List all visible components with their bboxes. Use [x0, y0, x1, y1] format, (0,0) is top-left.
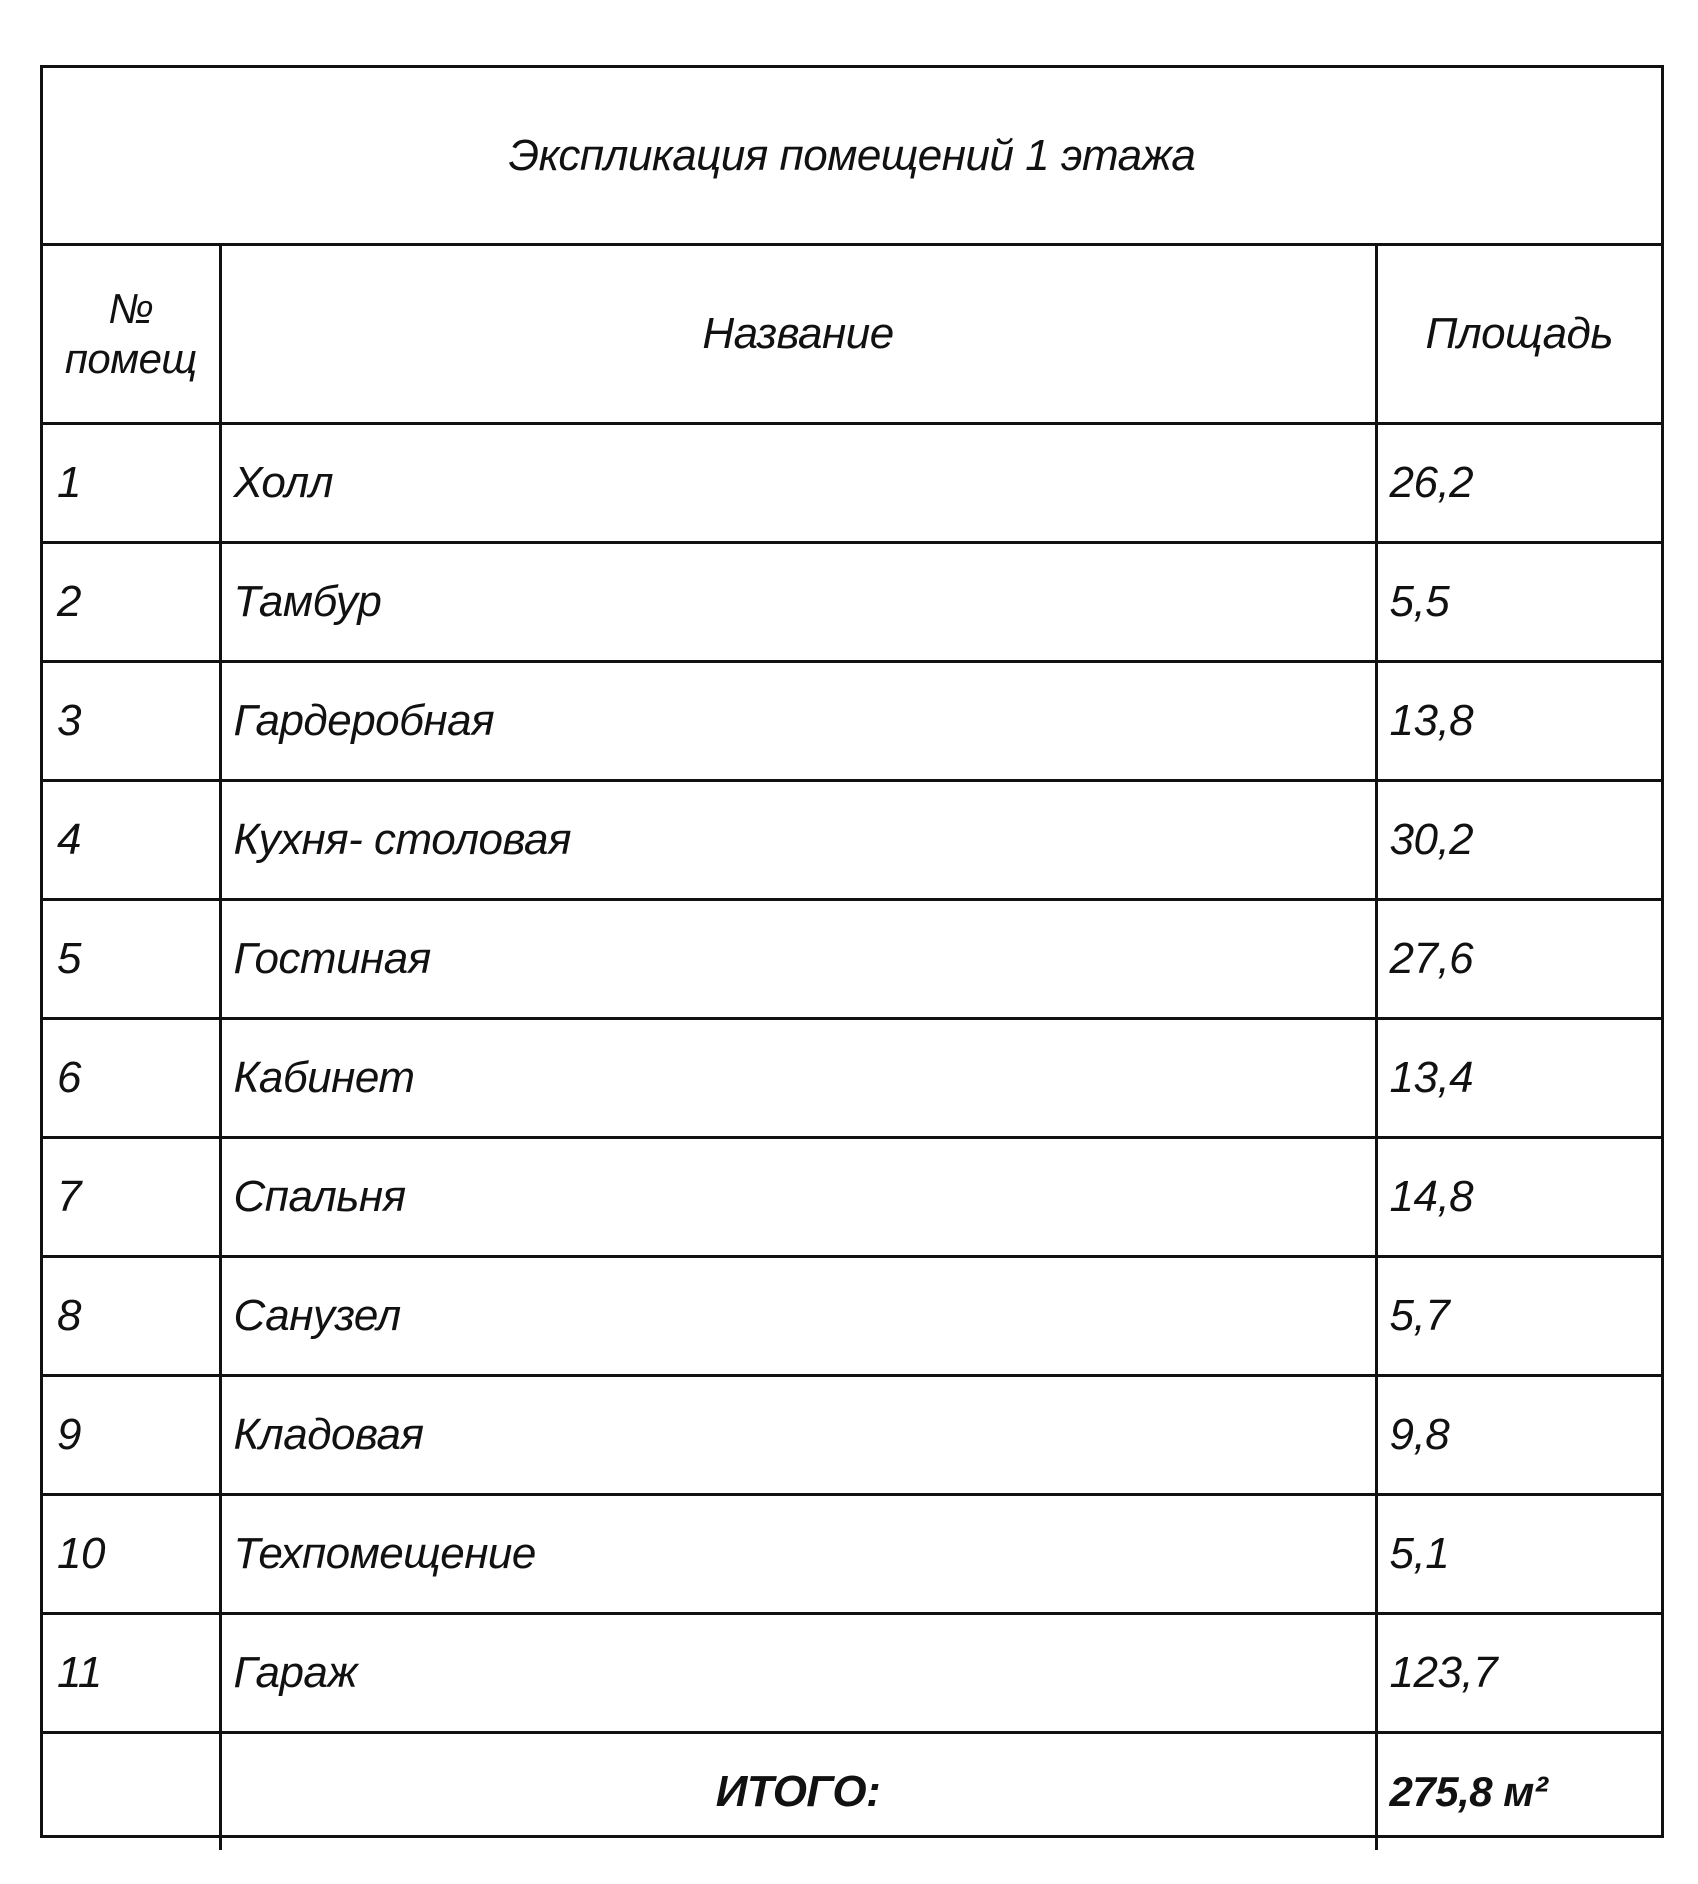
room-name: Спальня [220, 1138, 1376, 1257]
table-row [43, 781, 1661, 900]
room-number: 11 [43, 1614, 220, 1733]
title-row [43, 68, 1661, 245]
room-number: 10 [43, 1495, 220, 1614]
table-title: Экспликация помещений 1 этажа [43, 68, 1661, 245]
room-name: Гардеробная [220, 662, 1376, 781]
room-area: 14,8 [1376, 1138, 1661, 1257]
room-area: 5,7 [1376, 1257, 1661, 1376]
room-name: Тамбур [220, 543, 1376, 662]
room-number: 8 [43, 1257, 220, 1376]
room-area: 13,8 [1376, 662, 1661, 781]
column-header-number [43, 245, 220, 424]
header-row [43, 245, 1661, 424]
room-number: 6 [43, 1019, 220, 1138]
total-value: 275,8 м² [1376, 1733, 1661, 1851]
room-number: 4 [43, 781, 220, 900]
room-area: 123,7 [1376, 1614, 1661, 1733]
table-row [43, 1257, 1661, 1376]
room-area: 26,2 [1376, 424, 1661, 543]
total-empty-cell [43, 1733, 220, 1851]
explication-sheet [40, 65, 1664, 1838]
column-header-area: Площадь [1376, 245, 1661, 424]
column-header-name: Название [220, 245, 1376, 424]
room-number: 7 [43, 1138, 220, 1257]
room-area: 13,4 [1376, 1019, 1661, 1138]
room-area: 5,1 [1376, 1495, 1661, 1614]
room-number: 5 [43, 900, 220, 1019]
table-row [43, 1138, 1661, 1257]
column-header-number-line2: помещ [64, 335, 197, 382]
room-area: 9,8 [1376, 1376, 1661, 1495]
table-row [43, 424, 1661, 543]
table-row [43, 1019, 1661, 1138]
room-name: Техпомещение [220, 1495, 1376, 1614]
table-row [43, 900, 1661, 1019]
room-name: Санузел [220, 1257, 1376, 1376]
table-row [43, 543, 1661, 662]
room-area: 30,2 [1376, 781, 1661, 900]
total-row [43, 1733, 1661, 1851]
room-number: 2 [43, 543, 220, 662]
room-name: Холл [220, 424, 1376, 543]
room-area: 5,5 [1376, 543, 1661, 662]
room-name: Кабинет [220, 1019, 1376, 1138]
table-row [43, 1495, 1661, 1614]
room-name: Кухня- столовая [220, 781, 1376, 900]
table-row [43, 1376, 1661, 1495]
table-row [43, 1614, 1661, 1733]
room-number: 1 [43, 424, 220, 543]
column-header-number-line1: № [108, 284, 154, 332]
room-number: 3 [43, 662, 220, 781]
total-label: ИТОГО: [220, 1733, 1376, 1851]
room-name: Гараж [220, 1614, 1376, 1733]
explication-table [43, 68, 1661, 1850]
table-row [43, 662, 1661, 781]
room-number: 9 [43, 1376, 220, 1495]
room-area: 27,6 [1376, 900, 1661, 1019]
room-name: Кладовая [220, 1376, 1376, 1495]
room-name: Гостиная [220, 900, 1376, 1019]
